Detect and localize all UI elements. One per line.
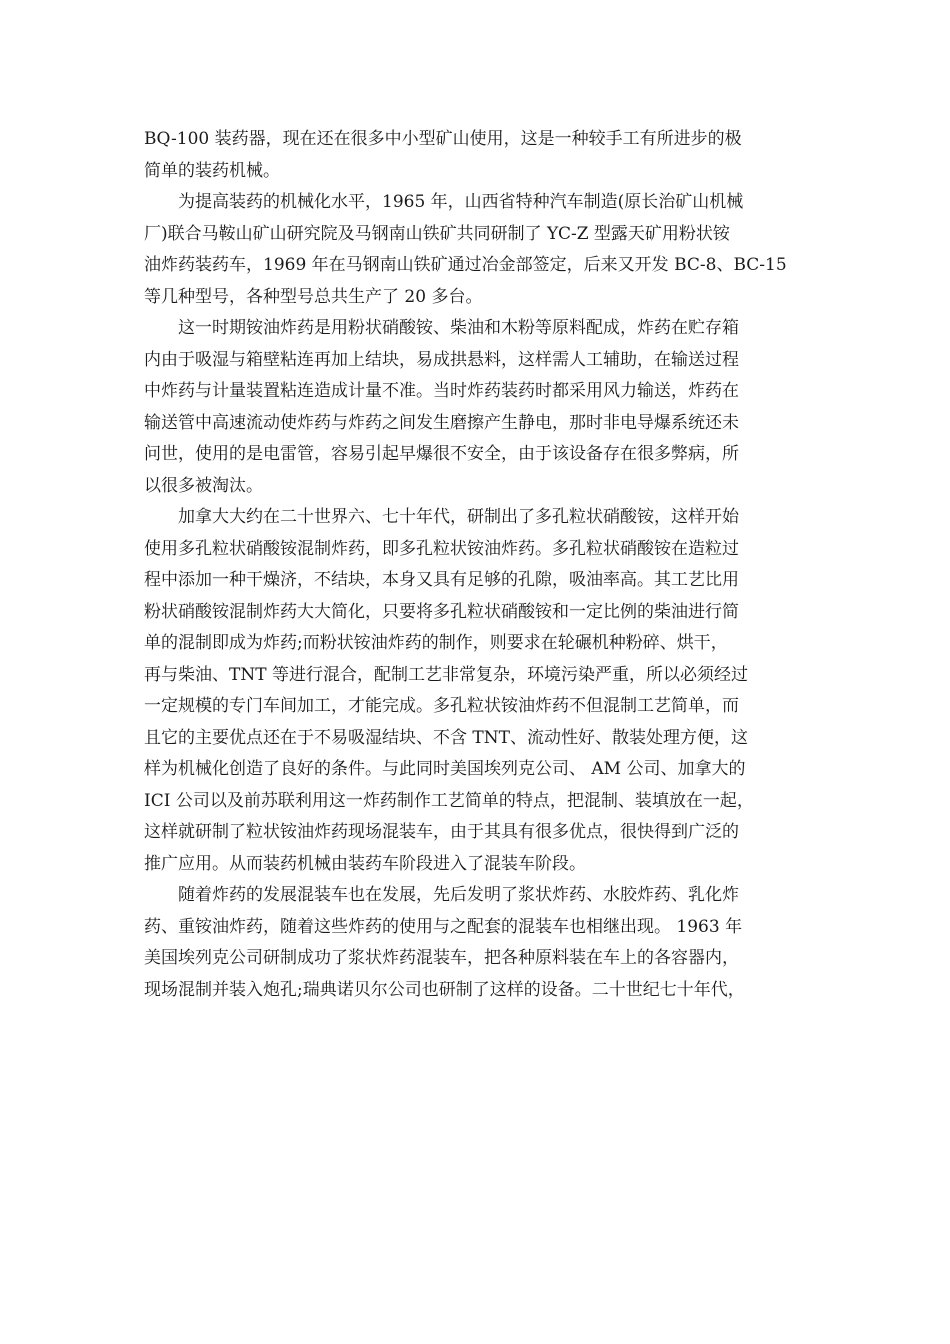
text-line: 推广应用。从而装药机械由装药车阶段进入了混装车阶段。: [144, 853, 586, 874]
paragraph-1: [144, 124, 810, 187]
text-line: 以很多被淘汰。: [144, 475, 263, 496]
text-line: 再与柴油、TNT 等进行混合，配制工艺非常复杂，环境污染严重，所以必须经过: [144, 664, 748, 685]
text-line: 一定规模的专门车间加工，才能完成。多孔粒状铵油炸药不但混制工艺简单，而: [144, 696, 739, 716]
paragraph-2: [144, 187, 810, 313]
text-line: BQ-100 装药器，现在还在很多中小型矿山使用，这是一种较手工有所进步的极: [144, 129, 742, 149]
text-line: 单的混制即成为炸药;而粉状铵油炸药的制作，则要求在轮碾机种粉碎、烘干，: [144, 633, 728, 653]
text-line: 且它的主要优点还在于不易吸湿结块、不含 TNT、流动性好、散装处理方便，这: [144, 727, 748, 748]
text-line: 使用多孔粒状硝酸铵混制炸药，即多孔粒状铵油炸药。多孔粒状硝酸铵在造粒过: [144, 538, 739, 559]
text-line: 这样就研制了粒状铵油炸药现场混装车，由于其具有很多优点，很快得到广泛的: [144, 822, 739, 842]
paragraph-5: [144, 880, 810, 1006]
text-line: 中炸药与计量装置粘连造成计量不准。当时炸药装药时都采用风力输送，炸药在: [144, 381, 739, 401]
text-line: 油炸药装药车，1969 年在马钢南山铁矿通过冶金部签定，后来又开发 BC-8、BC-15: [144, 255, 787, 275]
text-line: 随着炸药的发展混装车也在发展，先后发明了浆状炸药、水胶炸药、乳化炸: [178, 885, 739, 905]
text-line: 这一时期铵油炸药是用粉状硝酸铵、柴油和木粉等原料配成，炸药在贮存箱: [178, 318, 739, 338]
text-line: 问世，使用的是电雷管，容易引起早爆很不安全，由于该设备存在很多弊病，所: [144, 444, 739, 464]
text-line: 加拿大大约在二十世界六、七十年代，研制出了多孔粒状硝酸铵，这样开始: [178, 507, 739, 527]
paragraph-3: [144, 313, 810, 502]
text-line: 现场混制并装入炮孔;瑞典诺贝尔公司也研制了这样的设备。二十世纪七十年代，: [144, 979, 745, 1000]
text-line: 厂)联合马鞍山矿山研究院及马钢南山铁矿共同研制了 YC-Z 型露天矿用粉状铵: [144, 223, 730, 244]
text-line: 程中添加一种干燥济，不结块，本身又具有足够的孔隙，吸油率高。其工艺比用: [144, 570, 739, 590]
document-body: [144, 124, 810, 1006]
text-line: 美国埃列克公司研制成功了浆状炸药混装车，把各种原料装在车上的各容器内，: [144, 948, 739, 968]
text-line: 等几种型号，各种型号总共生产了 20 多台。: [144, 286, 483, 307]
text-line: ICI 公司以及前苏联利用这一炸药制作工艺简单的特点，把混制、装填放在一起，: [144, 790, 754, 811]
text-line: 药、重铵油炸药，随着这些炸药的使用与之配套的混装车也相继出现。 1963 年: [144, 916, 743, 937]
text-line: 为提高装药的机械化水平，1965 年，山西省特种汽车制造(原长治矿山机械: [178, 192, 744, 212]
text-line: 粉状硝酸铵混制炸药大大简化，只要将多孔粒状硝酸铵和一定比例的柴油进行简: [144, 601, 739, 622]
text-line: 简单的装药机械。: [144, 160, 280, 181]
text-line: 输送管中高速流动使炸药与炸药之间发生磨擦产生静电，那时非电导爆系统还未: [144, 412, 739, 433]
text-line: 内由于吸湿与箱壁粘连再加上结块，易成拱悬料，这样需人工辅助，在输送过程: [144, 349, 739, 370]
text-line: 样为机械化创造了良好的条件。与此同时美国埃列克公司、 AM 公司、加拿大的: [144, 759, 746, 779]
paragraph-4: [144, 502, 810, 880]
